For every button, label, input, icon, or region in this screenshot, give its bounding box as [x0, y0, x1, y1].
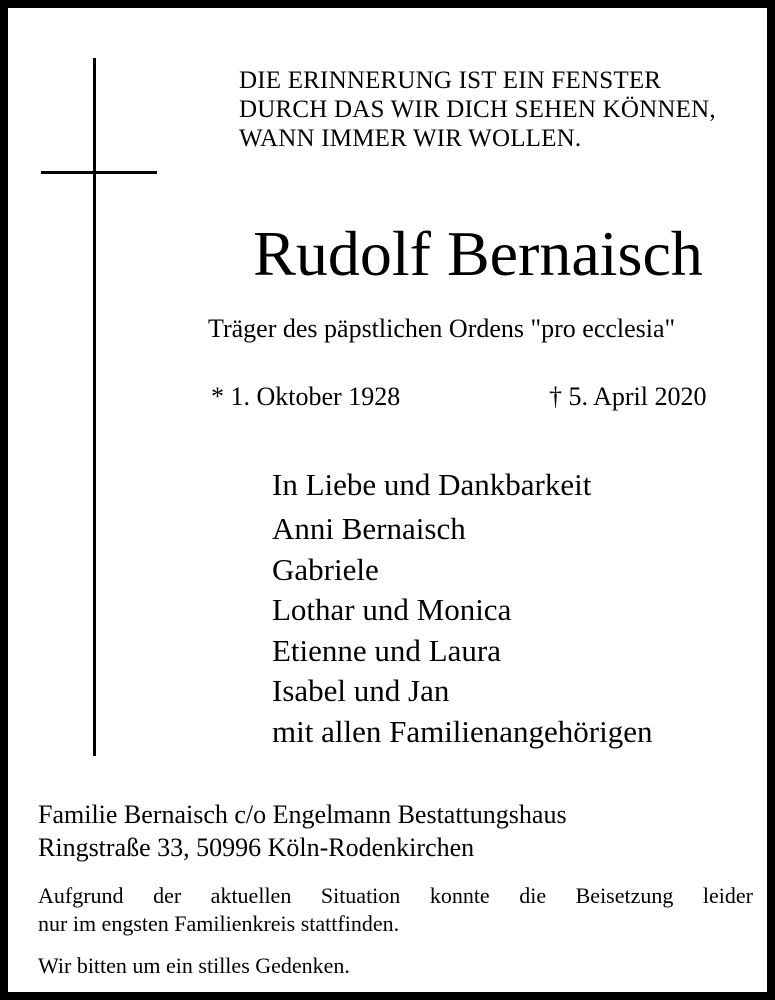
mourner-name: Lothar und Monica	[272, 592, 512, 627]
closing-request: Wir bitten um ein stilles Gedenken.	[38, 953, 350, 978]
dedication-line: In Liebe und Dankbarkeit	[272, 467, 592, 502]
burial-notice	[38, 882, 753, 938]
motto-quote	[239, 66, 769, 153]
birth-date: * 1. Oktober 1928	[211, 382, 401, 411]
honor-text: Träger des päpstlichen Ordens "pro ecclesia"	[208, 314, 676, 343]
mourner-name: Anni Bernaisch	[272, 511, 466, 546]
contact-line: Ringstraße 33, 50996 Köln-Rodenkirchen	[38, 833, 475, 862]
motto-line: DURCH DAS WIR DICH SEHEN KÖNNEN,	[239, 96, 716, 123]
mourner-name: Isabel und Jan	[272, 673, 450, 708]
death-date: † 5. April 2020	[549, 382, 707, 411]
mourner-name: Etienne und Laura	[272, 632, 501, 668]
cross-horizontal-beam	[41, 171, 157, 174]
notice-line: nur im engsten Familienkreis stattfinden.	[38, 911, 400, 936]
motto-line: WANN IMMER WIR WOLLEN.	[239, 125, 582, 152]
cross-vertical-beam	[93, 58, 96, 756]
contact-address	[38, 798, 567, 864]
motto-line: DIE ERINNERUNG IST EIN FENSTER	[239, 67, 662, 94]
contact-line: Familie Bernaisch c/o Engelmann Bestattungshaus	[38, 800, 567, 829]
deceased-name: Rudolf Bernaisch	[253, 218, 703, 289]
mourner-name: mit allen Familienangehörigen	[272, 713, 653, 749]
mourners-block	[272, 466, 653, 752]
mourner-name: Gabriele	[272, 551, 379, 587]
notice-line: Aufgrund der aktuellen Situation konnte die Beisetzung leider	[38, 883, 753, 908]
